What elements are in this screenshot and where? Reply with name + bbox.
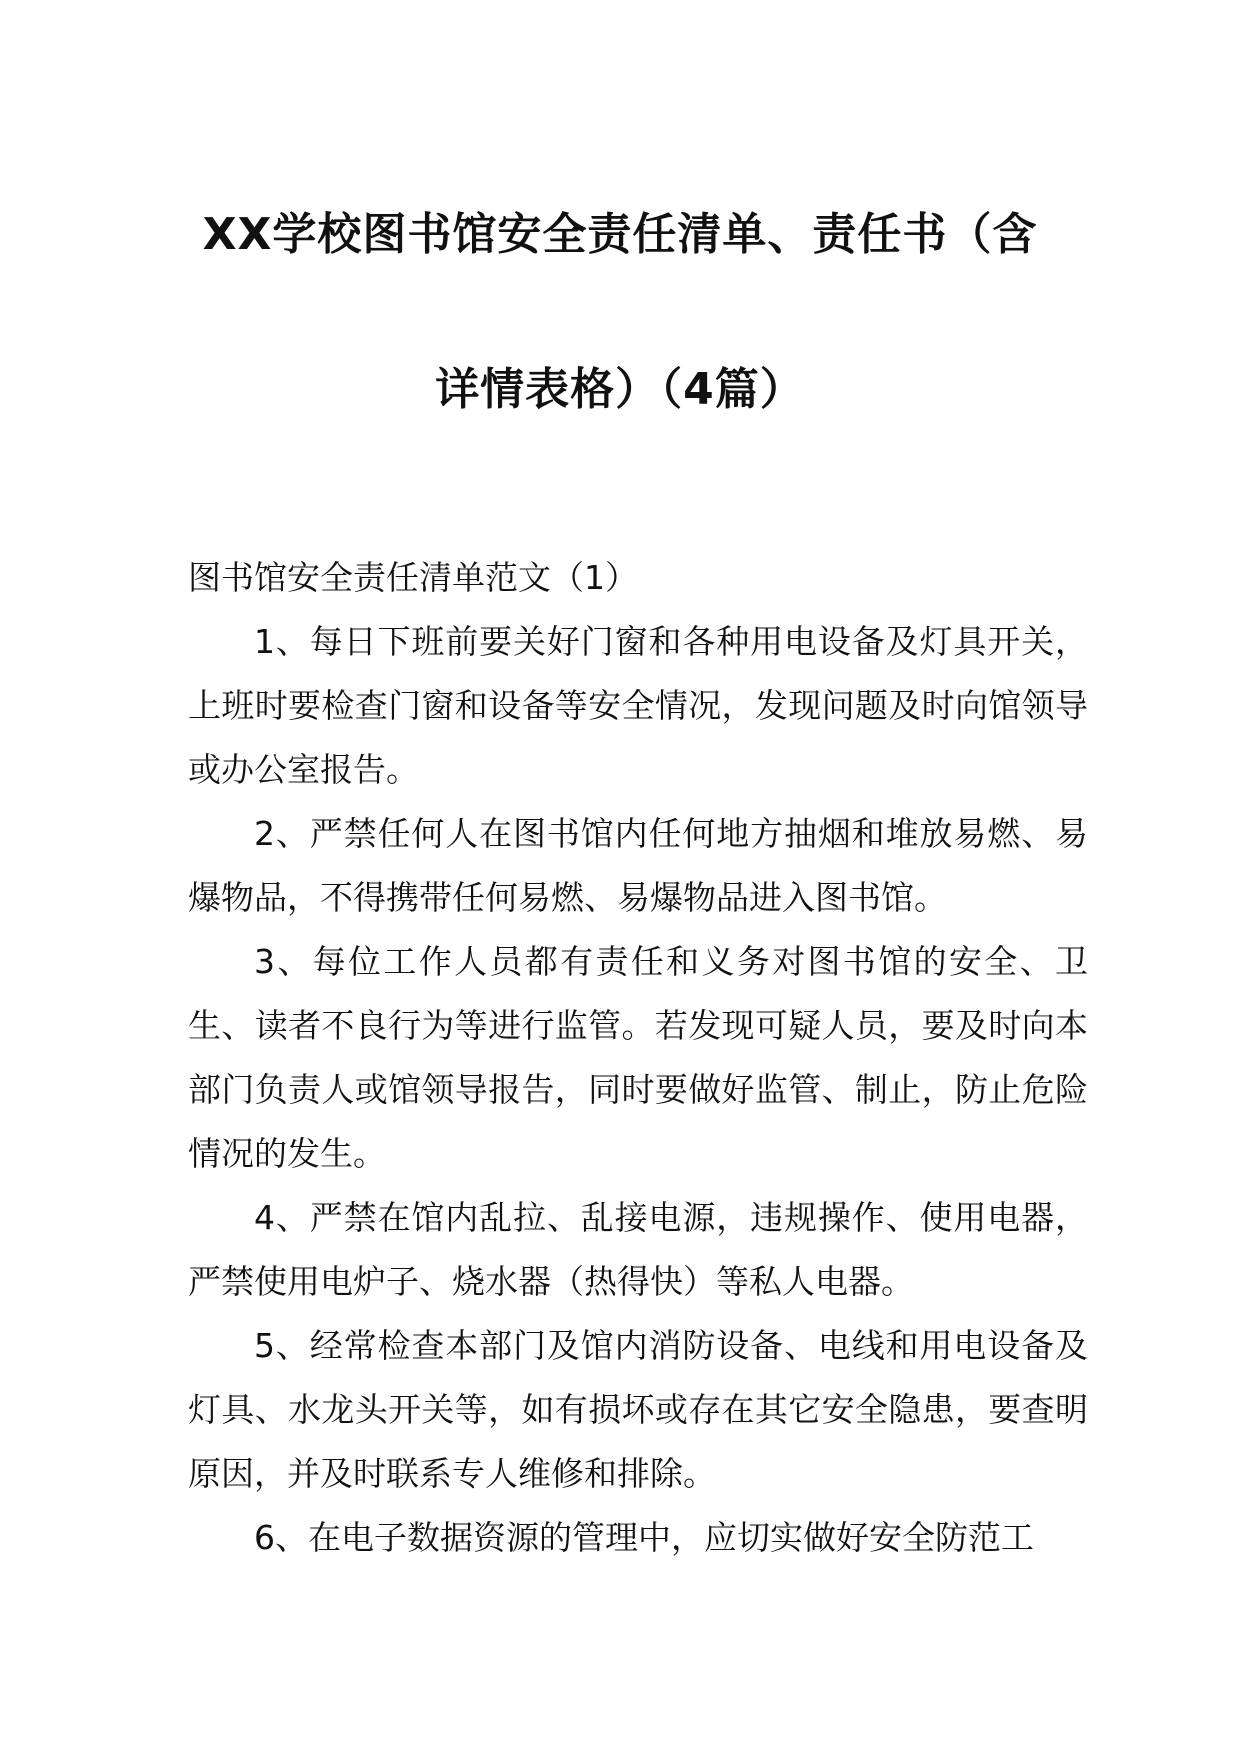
- document-title-line-2: 详情表格）（4篇）: [435, 364, 805, 415]
- section-heading: 图书馆安全责任清单范文（1）: [188, 558, 638, 597]
- paragraph-5: 5、经常检查本部门及馆内消防设备、电线和用电设备及灯具、水龙头开关等，如有损坏或存在其它安全隐患，要查明原因，并及时联系专人维修和排除。: [188, 1326, 1088, 1493]
- paragraph-6: 6、在电子数据资源的管理中，应切实做好安全防范工: [254, 1518, 1034, 1557]
- paragraph-2: 2、严禁任何人在图书馆内任何地方抽烟和堆放易燃、易爆物品，不得携带任何易燃、易爆物品进入图书馆。: [188, 814, 1088, 917]
- paragraph-3: 3、每位工作人员都有责任和义务对图书馆的安全、卫生、读者不良行为等进行监管。若发现可疑人员，要及时向本部门负责人或馆领导报告，同时要做好监管、制止，防止危险情况的发生。: [188, 942, 1088, 1173]
- paragraph-1: 1、每日下班前要关好门窗和各种用电设备及灯具开关，上班时要检查门窗和设备等安全情况，发现问题及时向馆领导或办公室报告。: [188, 622, 1088, 789]
- paragraph-4: 4、严禁在馆内乱拉、乱接电源，违规操作、使用电器，严禁使用电炉子、烧水器（热得快）等私人电器。: [188, 1198, 1088, 1301]
- document-title-line-1: XX学校图书馆安全责任清单、责任书（含: [202, 209, 1038, 260]
- document-body: [188, 546, 1088, 1570]
